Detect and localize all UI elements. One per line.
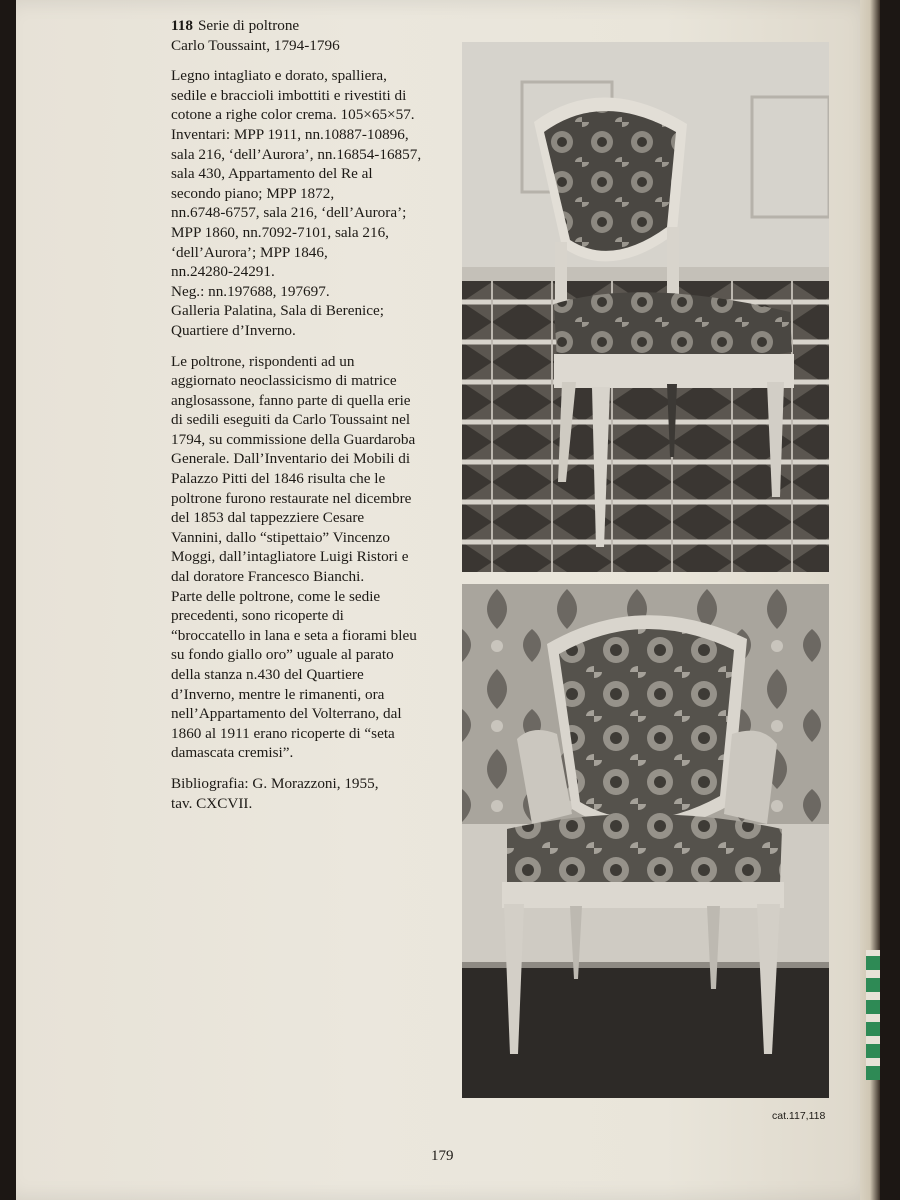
- armchair-photograph: [462, 584, 829, 1098]
- description-paragraph: Legno intagliato e dorato, spalliera, sedile e braccioli imbottiti e rivestiti di cotone a righe color crema. 105×65×57. Inventari: MPP 1911, nn.10887-10896, sala 216, ‘dell’Aurora’, nn.16854-16857, sala 430, Appartamento del Re al secondo piano; MPP 1872, nn.6748-6757, sala 216, ‘dell’Aurora’; MPP 1860, nn.7092-7101, sala 216, ‘dell’Aurora’; MPP 1846, nn.24280-24291. Neg.: nn.197688, 197697. Galleria Palatina, Sala di Berenice; Quartiere d’Inverno.: [171, 67, 422, 339]
- entry-author-dates: Carlo Toussaint, 1794-1796: [171, 36, 340, 54]
- entry-number: 118: [171, 17, 193, 34]
- chair-photograph: [462, 42, 829, 572]
- entry-title: Serie di poltrone: [197, 17, 300, 34]
- catalog-entry-text: [171, 16, 446, 824]
- page-number: 179: [431, 1148, 454, 1164]
- commentary-paragraph: Le poltrone, rispondenti ad un aggiornato neoclassicismo di matrice anglosassone, fanno parte di quella erie di sedili eseguiti da Carlo Toussaint nel 1794, su commissione della Guardaroba Generale. Dall’Inventario dei Mobili di Palazzo Pitti del 1846 risulta che le poltrone furono restaurate nel dicembre del 1853 dal tappezziere Cesare Vannini, dallo “stipettaio” Vincenzo Moggi, dall’intagliatore Luigi Ristori e dal doratore Francesco Bianchi. Parte delle poltrone, come le sedie precedenti, sono ricoperte di “broccatello in lana e seta a fiorami bleu su fondo giallo oro” uguale al parato della stanza n.430 del Quartiere d’Inverno, mentre le rimanenti, ora nell’Appartamento del Volterrano, dal 1860 al 1911 erano ricoperte di “seta damascata cremisi”.: [171, 352, 417, 762]
- book-page: [16, 0, 880, 1200]
- green-bookmark-tab: [866, 950, 880, 1080]
- entry-heading: [171, 16, 446, 36]
- photo-caption: cat.117,118: [772, 1110, 826, 1122]
- bibliography-paragraph: Bibliografia: G. Morazzoni, 1955, tav. CXCVII.: [171, 774, 379, 812]
